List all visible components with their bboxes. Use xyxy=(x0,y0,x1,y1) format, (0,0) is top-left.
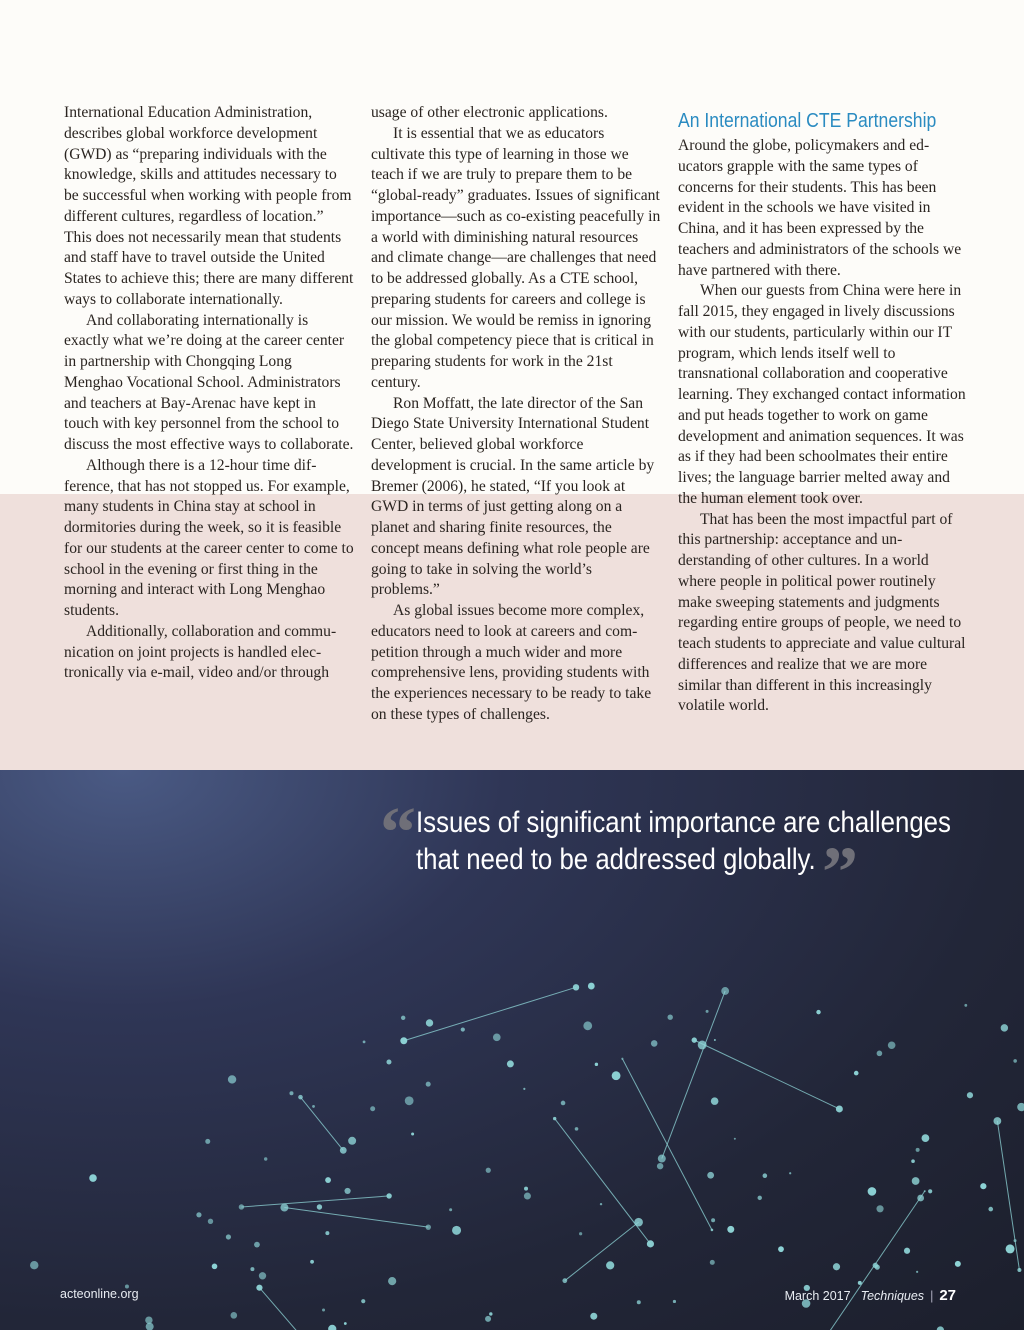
network-line xyxy=(284,1208,428,1228)
network-dot xyxy=(226,1234,231,1239)
network-dot xyxy=(507,1060,514,1067)
paragraph: When our guests from China were here in fall 2015, they engaged in lively discussions with our students, particularly within our IT program, which lends itself well to transnational collaboration and cooperative learning. They exchanged contact information and put heads together to work on game development and animation sequences. It was as if they had been schoolmates their entire lives; the language barrier melted away and the human element took over. xyxy=(678,282,966,507)
network-dot xyxy=(426,1082,431,1087)
network-dot xyxy=(1017,1103,1024,1111)
network-dot xyxy=(911,1159,915,1163)
network-dot xyxy=(816,1010,820,1014)
network-dot xyxy=(1006,1244,1015,1253)
network-dot xyxy=(561,1101,566,1106)
article-column-2 xyxy=(371,103,661,726)
network-dot xyxy=(916,1271,918,1273)
network-dot xyxy=(657,1163,663,1169)
network-dot xyxy=(280,1204,288,1212)
network-dot xyxy=(340,1147,347,1154)
close-quote-mark: ” xyxy=(822,832,858,912)
network-dot xyxy=(239,1204,244,1209)
network-dot xyxy=(312,1105,315,1108)
paragraph: It is essential that we as educators cultivate this type of learning in those we teach if we are truly to prepare them to be “global-ready” graduates. Issues of significant importance—such as co-existing peacefully in a world with diminishing natural resources and climate change—are challenges that need to be addressed globally. As a CTE school, preparing students for careers and college is our mission. We would be remiss in ignoring the global competency piece that is critical in preparing students for work in the 21st century. xyxy=(371,124,661,391)
footer-date: March 2017 xyxy=(784,1289,851,1303)
network-dot xyxy=(651,1040,658,1047)
network-dot xyxy=(988,1207,993,1212)
network-dot xyxy=(928,1189,932,1193)
network-dot xyxy=(888,1041,896,1049)
network-dot xyxy=(388,1277,396,1285)
network-line xyxy=(241,1196,389,1207)
network-dot xyxy=(789,1172,791,1174)
network-dot xyxy=(758,1196,762,1200)
network-dot xyxy=(668,1015,673,1020)
paragraph: Around the globe, policymakers and educators grapple with the same types of concerns for their students. This has been evident in the schools we have visited in China, and it has been expressed by the teachers and administrators of the schools we have partnered with there. xyxy=(678,137,962,279)
network-dot xyxy=(344,1322,347,1325)
network-dot xyxy=(588,983,595,990)
paragraph: That has been the most impactful part of this partnership: acceptance and understanding of other cultures. In a world where people in political power routinely make sweeping statements and judgments regarding entire groups of people, we need to teach students to appreciate and value cultural differences and realize that we are more similar than different in this increasingly volatile world. xyxy=(678,510,966,715)
network-dot xyxy=(386,1193,391,1198)
paragraph: And collaborating internationally is exactly what we’re doing at the career center in partnership with Chongqing Long Menghao Vocational School. Administrators and teachers at Bay-Arenac have kept in touch with key personnel from the school to discuss the most effective ways to collaborate. xyxy=(64,311,354,453)
network-dot xyxy=(877,1051,883,1057)
network-dot xyxy=(673,1300,676,1303)
paragraph: As global issues become more complex, educators need to look at careers and competition through a much wider and more comprehensive lens, providing students with the experiences necessary to be ready to take on these types of challenges. xyxy=(371,602,652,723)
network-dot xyxy=(493,1034,501,1042)
network-dot xyxy=(89,1174,97,1182)
network-dot xyxy=(259,1272,266,1279)
article-column-3 xyxy=(678,108,968,717)
network-dot xyxy=(322,1309,325,1312)
network-dot xyxy=(583,1021,592,1030)
network-dot xyxy=(727,1226,734,1233)
network-dot xyxy=(485,1316,491,1322)
network-dot xyxy=(228,1075,236,1083)
pull-quote-line: Issues of significant importance are challenges xyxy=(416,806,951,839)
network-dot xyxy=(401,1016,405,1020)
network-dot xyxy=(590,1313,597,1320)
network-dot xyxy=(386,1059,391,1064)
network-line xyxy=(565,1222,639,1281)
network-dot xyxy=(461,1027,465,1031)
paragraph: International Education Administration, describes global workforce development (GWD) as “preparing individuals with the knowledge, skills and attitudes necessary to be successful when working with people from different cultures, regardless of location.” This does not necessarily mean that students and staff have to travel outside the United States to achieve this; there are many different ways to collaborate internationally. xyxy=(64,104,354,308)
network-line xyxy=(300,1097,343,1150)
network-dot xyxy=(325,1231,329,1235)
network-dot xyxy=(573,984,579,990)
article-column-1 xyxy=(64,103,354,684)
paragraph: Ron Moffatt, the late director of the San Diego State University International Student Center, believed global workforce development is crucial. In the same article by Bremer (2006), he stated, “If you look at GWD in terms of just getting along on a planet and sharing finite resources, the concept means defining what role people are going to take in solving the world’s problems.” xyxy=(371,394,655,599)
network-dot xyxy=(452,1226,461,1235)
section-heading: An International CTE Partnership xyxy=(678,110,937,132)
network-dot xyxy=(250,1267,254,1271)
footer-magazine: Techniques xyxy=(860,1289,925,1303)
network-dot xyxy=(868,1187,877,1196)
network-dot xyxy=(714,1039,716,1041)
paragraph: Although there is a 12-hour time difference, that has not stopped us. For example, many students in China stay at school in dormitories during the week, so it is feasible for our students at the career center to come to school in the evening or first thing in the morning and interact with Long Menghao students. xyxy=(64,456,354,619)
network-dot xyxy=(937,1326,944,1330)
network-dot xyxy=(875,1265,880,1270)
network-dot xyxy=(711,1218,715,1222)
pull-quote-line: that need to be addressed globally. xyxy=(416,843,816,876)
network-dot xyxy=(595,1063,598,1066)
network-dot xyxy=(212,1264,218,1270)
network-dot xyxy=(922,1134,930,1142)
network-dot xyxy=(658,1155,666,1163)
network-dot xyxy=(363,1041,366,1044)
network-lines xyxy=(241,987,1019,1330)
network-dot xyxy=(575,1127,579,1131)
network-line xyxy=(827,1191,925,1330)
footer-website: acteonline.org xyxy=(60,1287,139,1301)
network-dot xyxy=(553,1117,556,1120)
network-dot xyxy=(964,1004,967,1007)
network-dot xyxy=(489,1312,492,1315)
network-dot xyxy=(1013,1059,1017,1063)
network-dot xyxy=(692,1037,697,1042)
network-dot xyxy=(904,1248,910,1254)
network-dot xyxy=(634,1218,643,1227)
network-dot xyxy=(876,1205,883,1212)
network-line xyxy=(404,987,576,1040)
network-dot xyxy=(205,1139,210,1144)
open-quote-mark: “ xyxy=(380,792,416,872)
network-dot xyxy=(917,1195,924,1202)
network-dot xyxy=(980,1183,986,1189)
page-number: 27 xyxy=(939,1287,956,1304)
network-line xyxy=(259,1288,299,1330)
network-dot xyxy=(208,1219,213,1224)
network-dot xyxy=(707,1172,714,1179)
footer-separator: | xyxy=(930,1289,934,1303)
network-dot xyxy=(967,1092,973,1098)
network-dot xyxy=(370,1106,375,1111)
network-dot xyxy=(562,1278,567,1283)
paragraph: Additionally, collaboration and communication on joint projects is handled electronically via e-mail, video and/or through xyxy=(64,622,337,682)
network-dot xyxy=(778,1246,784,1252)
network-dot xyxy=(924,1190,926,1192)
network-dot xyxy=(405,1096,414,1105)
network-dot xyxy=(955,1261,961,1267)
network-dot xyxy=(579,1232,582,1235)
network-dot xyxy=(621,1058,623,1060)
network-dot xyxy=(317,1204,322,1209)
network-dot xyxy=(721,987,729,995)
network-dot xyxy=(606,1261,614,1269)
network-dot xyxy=(711,1229,714,1232)
network-dot xyxy=(411,1132,414,1135)
network-dot xyxy=(711,1097,719,1105)
network-dot xyxy=(264,1157,267,1160)
network-dot xyxy=(916,1148,920,1152)
network-dot xyxy=(523,1088,525,1090)
network-dot xyxy=(328,1325,336,1330)
network-dot xyxy=(524,1193,531,1200)
network-dot xyxy=(449,1208,452,1211)
network-dot xyxy=(348,1137,356,1145)
network-dot xyxy=(486,1168,491,1173)
network-dot xyxy=(361,1299,365,1303)
network-dot xyxy=(763,1173,768,1178)
network-dot xyxy=(1017,1268,1021,1272)
network-dot xyxy=(734,1138,736,1140)
network-dot xyxy=(833,1263,840,1270)
network-dot xyxy=(196,1212,201,1217)
network-dot xyxy=(254,1242,260,1248)
network-dot xyxy=(612,1071,621,1080)
network-dot xyxy=(298,1095,303,1100)
network-dot xyxy=(854,1071,859,1076)
network-dot xyxy=(289,1091,293,1095)
network-dot xyxy=(256,1285,262,1291)
network-dot xyxy=(400,1037,407,1044)
network-dot xyxy=(698,1041,707,1050)
network-dot xyxy=(1014,1239,1017,1242)
network-dot xyxy=(858,1281,862,1285)
network-dot xyxy=(1001,1024,1008,1031)
network-dot xyxy=(325,1177,331,1183)
network-dot xyxy=(706,1010,709,1013)
network-dots xyxy=(30,983,1024,1330)
network-dot xyxy=(310,1260,314,1264)
network-dot xyxy=(426,1224,431,1229)
network-dot xyxy=(231,1312,238,1319)
network-dot xyxy=(637,1300,641,1304)
network-dot xyxy=(710,1260,715,1265)
network-dot xyxy=(146,1323,154,1330)
network-dot xyxy=(426,1019,433,1026)
network-dot xyxy=(600,1203,602,1205)
paragraph: usage of other electronic applications. xyxy=(371,104,608,121)
network-dot xyxy=(524,1187,528,1191)
network-dot xyxy=(30,1261,38,1269)
network-dot xyxy=(993,1117,1001,1125)
footer-folio xyxy=(785,1287,956,1304)
network-dot xyxy=(836,1105,843,1112)
network-dot xyxy=(344,1188,350,1194)
network-dot xyxy=(647,1240,654,1247)
network-dot xyxy=(912,1177,920,1185)
